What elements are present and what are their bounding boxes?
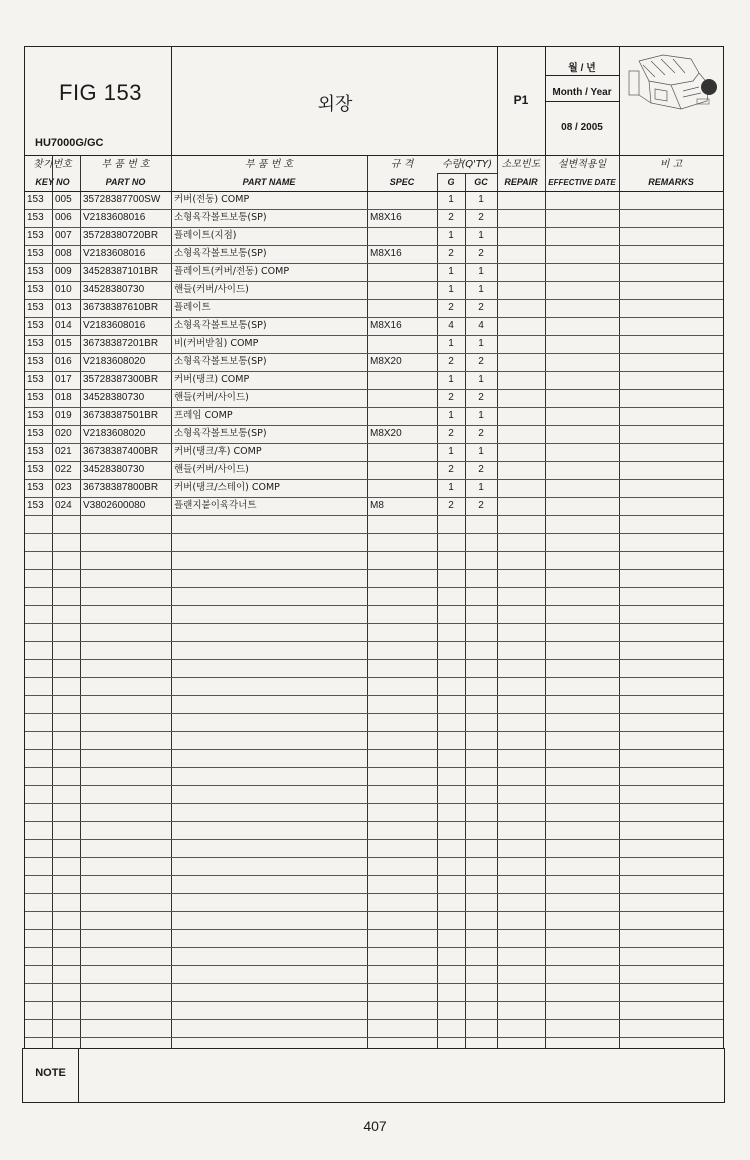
cell-g: 1 — [448, 266, 454, 277]
cell-name: 플랜지붙이육각너트 — [174, 500, 257, 511]
cell-fig: 153 — [27, 446, 44, 457]
cell-spec — [370, 281, 436, 299]
cell-key: 005 — [55, 194, 72, 205]
cell-key: 023 — [55, 482, 72, 493]
table-row — [25, 461, 723, 479]
cell-fig: 153 — [27, 302, 44, 313]
col-key-en: KEY NO — [35, 177, 70, 187]
cell-part-no: V2183608016 — [83, 212, 146, 223]
table-row — [25, 281, 723, 299]
cell-key: 021 — [55, 446, 72, 457]
cell-name: 소형육각볼트보통(SP) — [174, 248, 267, 259]
cell-name: 커버(전동) COMP — [174, 194, 250, 205]
cell-gc: 1 — [478, 410, 484, 421]
cell-name: 소형육각볼트보통(SP) — [174, 320, 267, 331]
cell-spec — [370, 299, 436, 317]
cell-g: 1 — [448, 284, 454, 295]
table-row — [25, 497, 723, 515]
header-divider — [171, 47, 172, 155]
note-label: NOTE — [35, 1067, 66, 1079]
cell-name: 프레임 COMP — [174, 410, 233, 421]
cell-key: 007 — [55, 230, 72, 241]
cell-key: 013 — [55, 302, 72, 313]
page-number: 407 — [363, 1118, 387, 1134]
cell-name: 소형육각볼트보통(SP) — [174, 212, 267, 223]
cell-part-no: 34528380730 — [83, 392, 145, 403]
cell-fig: 153 — [27, 356, 44, 367]
revision-date: 08 / 2005 — [561, 122, 603, 133]
cell-key: 008 — [55, 248, 72, 259]
col-effdate-en: EFFECTIVE DATE — [548, 178, 616, 187]
cell-key: 010 — [55, 284, 72, 295]
cell-fig: 153 — [27, 248, 44, 259]
cell-part-no: V2183608020 — [83, 428, 146, 439]
cell-part-no: 35728387300BR — [83, 374, 159, 385]
cell-key: 016 — [55, 356, 72, 367]
cell-gc: 1 — [478, 284, 484, 295]
col-qty-ko: 수량(Q'TY) — [437, 156, 497, 173]
cell-name: 플레이트(커버/전동) COMP — [174, 266, 290, 277]
cell-part-no: 35728380720BR — [83, 230, 159, 241]
cell-part-no: 34528387101BR — [83, 266, 159, 277]
col-qty-gc: GC — [474, 177, 488, 187]
cell-part-no: V2183608016 — [83, 248, 146, 259]
cell-gc: 2 — [478, 428, 484, 439]
col-partno-ko: 부 품 번 호 — [101, 159, 150, 170]
cell-gc: 1 — [478, 230, 484, 241]
cell-part-no: 34528380730 — [83, 284, 145, 295]
col-spec-en: SPEC — [389, 177, 415, 187]
cell-g: 1 — [448, 482, 454, 493]
cell-g: 2 — [448, 302, 454, 313]
cell-gc: 1 — [478, 446, 484, 457]
cell-fig: 153 — [27, 464, 44, 475]
cell-fig: 153 — [27, 410, 44, 421]
cell-name: 핸들(커버/사이드) — [174, 464, 249, 475]
parts-table — [24, 156, 724, 1048]
cell-fig: 153 — [27, 428, 44, 439]
cell-g: 2 — [448, 212, 454, 223]
cell-gc: 4 — [478, 320, 484, 331]
table-row — [25, 425, 723, 443]
cell-spec: M8X16 — [370, 212, 402, 223]
month-year-ko: 월 / 년 — [568, 63, 596, 74]
cell-key: 009 — [55, 266, 72, 277]
table-row — [25, 443, 723, 461]
cell-gc: 1 — [478, 194, 484, 205]
machine-thumbnail-icon — [621, 51, 721, 123]
cell-key: 024 — [55, 500, 72, 511]
col-repair-ko: 소모빈도 — [501, 159, 541, 170]
table-row — [25, 245, 723, 263]
cell-g: 2 — [448, 464, 454, 475]
col-partno-en: PART NO — [105, 177, 146, 187]
table-row — [25, 227, 723, 245]
cell-fig: 153 — [27, 338, 44, 349]
cell-spec — [370, 389, 436, 407]
table-row — [25, 407, 723, 425]
cell-fig: 153 — [27, 500, 44, 511]
page-code: P1 — [513, 93, 529, 107]
cell-spec: M8X16 — [370, 248, 402, 259]
model-name: HU7000G/GC — [35, 137, 104, 149]
cell-g: 1 — [448, 410, 454, 421]
cell-name: 핸들(커버/사이드) — [174, 284, 249, 295]
cell-fig: 153 — [27, 392, 44, 403]
cell-fig: 153 — [27, 374, 44, 385]
cell-part-no: 35728387700SW — [83, 194, 161, 205]
cell-g: 1 — [448, 446, 454, 457]
cell-key: 017 — [55, 374, 72, 385]
cell-part-no: 36738387400BR — [83, 446, 159, 457]
cell-gc: 2 — [478, 212, 484, 223]
table-row — [25, 191, 723, 209]
table-row — [25, 335, 723, 353]
month-year-en: Month / Year — [552, 87, 612, 98]
cell-name: 플레이트(지점) — [174, 230, 237, 241]
cell-part-no: 34528380730 — [83, 464, 145, 475]
figure-number: FIG 153 — [59, 80, 142, 105]
table-row — [25, 209, 723, 227]
cell-g: 2 — [448, 356, 454, 367]
cell-spec — [370, 443, 436, 461]
col-repair-en: REPAIR — [504, 177, 538, 187]
cell-spec — [370, 263, 436, 281]
cell-gc: 1 — [478, 482, 484, 493]
cell-g: 1 — [448, 194, 454, 205]
cell-part-no: V3802600080 — [83, 500, 146, 511]
cell-name: 커버(탱크/후) COMP — [174, 446, 262, 457]
cell-fig: 153 — [27, 212, 44, 223]
cell-name: 소형육각볼트보통(SP) — [174, 356, 267, 367]
col-remarks-en: REMARKS — [648, 177, 694, 187]
col-key-ko: 찾기번호 — [33, 159, 72, 170]
cell-key: 019 — [55, 410, 72, 421]
cell-gc: 1 — [478, 266, 484, 277]
cell-g: 2 — [448, 500, 454, 511]
cell-g: 2 — [448, 392, 454, 403]
cell-name: 커버(탱크/스테이) COMP — [174, 482, 280, 493]
cell-key: 014 — [55, 320, 72, 331]
cell-g: 2 — [448, 428, 454, 439]
cell-part-no: V2183608020 — [83, 356, 146, 367]
cell-spec — [370, 479, 436, 497]
col-partname-ko: 부 품 번 호 — [244, 159, 294, 170]
cell-key: 018 — [55, 392, 72, 403]
cell-part-no: 36738387501BR — [83, 410, 159, 421]
cell-key: 015 — [55, 338, 72, 349]
cell-spec: M8X16 — [370, 320, 402, 331]
cell-g: 1 — [448, 374, 454, 385]
cell-name: 비(커버받침) COMP — [174, 338, 259, 349]
cell-fig: 153 — [27, 266, 44, 277]
cell-spec — [370, 461, 436, 479]
cell-gc: 2 — [478, 392, 484, 403]
cell-spec: M8 — [370, 500, 384, 511]
table-row — [25, 389, 723, 407]
cell-key: 022 — [55, 464, 72, 475]
col-effdate-ko: 설변적용일 — [557, 159, 607, 170]
table-row — [25, 299, 723, 317]
table-row — [25, 479, 723, 497]
cell-g: 1 — [448, 338, 454, 349]
cell-gc: 2 — [478, 302, 484, 313]
cell-name: 플레이트 — [174, 302, 211, 313]
cell-key: 006 — [55, 212, 72, 223]
cell-fig: 153 — [27, 284, 44, 295]
page-title: 외장 — [317, 94, 353, 115]
cell-part-no: 36738387800BR — [83, 482, 159, 493]
cell-g: 2 — [448, 248, 454, 259]
cell-spec: M8X20 — [370, 428, 402, 439]
table-row — [25, 371, 723, 389]
cell-fig: 153 — [27, 320, 44, 331]
cell-gc: 1 — [478, 338, 484, 349]
cell-name: 커버(탱크) COMP — [174, 374, 250, 385]
cell-spec — [370, 407, 436, 425]
cell-spec — [370, 371, 436, 389]
cell-name: 핸들(커버/사이드) — [174, 392, 249, 403]
cell-part-no: V2183608016 — [83, 320, 146, 331]
cell-g: 4 — [448, 320, 454, 331]
col-remarks-ko: 비 고 — [659, 159, 683, 170]
note-box — [22, 1048, 725, 1103]
cell-spec — [370, 227, 436, 245]
cell-spec — [370, 335, 436, 353]
cell-gc: 2 — [478, 248, 484, 259]
cell-spec — [370, 191, 436, 209]
cell-fig: 153 — [27, 194, 44, 205]
cell-fig: 153 — [27, 230, 44, 241]
cell-gc: 2 — [478, 500, 484, 511]
col-partname-en: PART NAME — [242, 177, 296, 187]
cell-gc: 1 — [478, 374, 484, 385]
cell-name: 소형육각볼트보통(SP) — [174, 428, 267, 439]
cell-gc: 2 — [478, 464, 484, 475]
cell-spec: M8X20 — [370, 356, 402, 367]
cell-g: 1 — [448, 230, 454, 241]
table-row — [25, 317, 723, 335]
col-qty-g: G — [447, 177, 455, 187]
cell-part-no: 36738387610BR — [83, 302, 159, 313]
cell-key: 020 — [55, 428, 72, 439]
cell-fig: 153 — [27, 482, 44, 493]
cell-part-no: 36738387201BR — [83, 338, 159, 349]
month-year-cell — [545, 47, 619, 155]
header-divider — [619, 47, 620, 155]
table-row — [25, 353, 723, 371]
table-row — [25, 263, 723, 281]
header-block — [24, 46, 724, 156]
cell-gc: 2 — [478, 356, 484, 367]
col-spec-ko: 규 격 — [390, 159, 414, 170]
